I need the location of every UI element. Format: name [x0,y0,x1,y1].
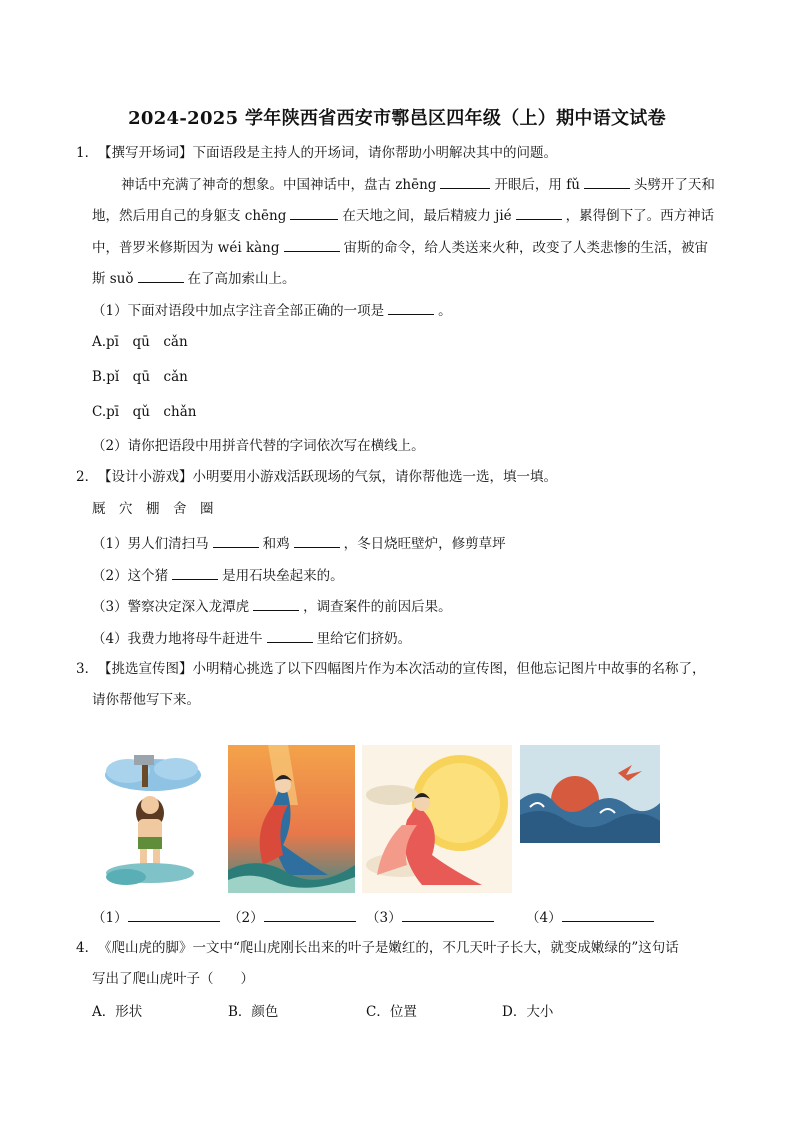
pangu-illustration-icon [98,753,203,888]
q4-option-a[interactable]: A．形状 [92,1004,143,1020]
q1-passage-line-3 [92,237,708,258]
q1-number: 1． [76,145,99,161]
answer-blank[interactable] [584,174,630,189]
q1-passage-line-2 [92,205,714,226]
q3-answer-3 [366,906,498,926]
answer-label: （4） [526,910,562,926]
answer-blank[interactable] [253,596,299,611]
answer-blank[interactable] [138,268,184,283]
answer-blank[interactable] [128,907,220,922]
answer-blank[interactable] [294,533,340,548]
q4-head-text: 《爬山虎的脚》一文中“爬山虎刚长出来的叶子是嫩红的，不几天叶子长大，就变成嫩绿的”这句话 [98,940,679,956]
sub-question-text: ，冬日烧旺壁炉，修剪草坪 [343,536,506,552]
picture-bird-sea [520,745,660,843]
passage-text: 头劈开了天和 [633,177,715,193]
q1-passage-line-1 [121,174,715,195]
q3-answer-1 [92,906,224,926]
q1-option-b[interactable]: B.pǐ qū cǎn [92,369,188,385]
bird-sea-illustration-icon [520,745,660,843]
answer-blank[interactable] [516,205,562,220]
q1-option-a[interactable]: A.pī qū cǎn [92,334,188,350]
q3-number: 3． [76,661,99,677]
answer-blank[interactable] [402,907,494,922]
answer-blank[interactable] [284,237,340,252]
q2-sub-2 [92,565,344,586]
passage-text: ，累得倒下了。西方神话 [565,208,715,224]
q3-heading-cont: 请你帮他写下来。 [92,692,200,708]
moon-lady-illustration-icon [362,745,512,893]
q3-answer-4 [526,906,658,926]
q2-word-bank: 厩 穴 棚 舍 圈 [92,501,214,517]
answer-blank[interactable] [172,565,218,580]
q1-option-c[interactable]: C.pī qǔ chǎn [92,404,197,420]
answer-label: （2） [228,910,264,926]
q2-sub-1 [92,533,506,554]
q4-option-d[interactable]: D．大小 [502,1004,554,1020]
sub-question-text: ，调查案件的前因后果。 [303,599,452,615]
q3-picture-row [90,745,710,895]
passage-text: 在天地之间，最后精疲力 jié [342,208,512,224]
passage-text: 地，然后用自己的身躯支 chēng [92,208,287,224]
passage-text: 斯 suǒ [92,271,134,287]
passage-text: 在了高加索山上。 [187,271,296,287]
picture-moon-lady [362,745,512,893]
q3-heading [76,659,706,679]
sub-question-text: 是用石块垒起来的。 [222,568,344,584]
answer-blank[interactable] [388,300,434,315]
answer-label: （3） [366,910,402,926]
q2-head-text: 【设计小游戏】小明要用小游戏活跃现场的气氛，请你帮他选一选，填一填。 [98,469,557,485]
q1-heading [76,143,557,163]
q4-number: 4． [76,940,99,956]
sub-question-text: 里给它们挤奶。 [316,631,412,647]
q1-head-text: 【撰写开场词】下面语段是主持人的开场词，请你帮助小明解决其中的问题。 [98,145,557,161]
q2-number: 2． [76,469,99,485]
passage-text: 中，普罗米修斯因为 wéi kàng [92,240,280,256]
q2-sub-4 [92,628,411,649]
q1-sub-2: （2）请你把语段中用拼音代替的字词依次写在横线上。 [92,438,425,454]
answer-blank[interactable] [213,533,259,548]
q4-heading-cont: 写出了爬山虎叶子（ ） [92,971,254,987]
page-title: 2024-2025 学年陕西省西安市鄠邑区四年级（上）期中语文试卷 [128,108,666,129]
sub-question-text: （4）我费力地将母牛赶进牛 [92,631,263,647]
q1-sub-1 [92,300,452,321]
sub-question-text: 和鸡 [262,536,290,552]
q4-heading [76,938,679,958]
answer-blank[interactable] [290,205,338,220]
sub-question-text: 。 [438,303,452,319]
sub-question-text: （1）男人们清扫马 [92,536,209,552]
picture-goddess-sunset [228,745,355,893]
answer-label: （1） [92,910,128,926]
q2-heading [76,467,557,487]
answer-blank[interactable] [264,907,356,922]
goddess-illustration-icon [228,745,355,893]
q1-passage-line-4 [92,268,296,289]
sub-question-text: （3）警察决定深入龙潭虎 [92,599,250,615]
passage-text: 神话中充满了神奇的想象。中国神话中，盘古 zhēng [121,177,437,193]
answer-blank[interactable] [267,628,313,643]
passage-text: 宙斯的命令，给人类送来火种，改变了人类悲惨的生活，被宙 [343,240,709,256]
passage-text: 开眼后，用 fǔ [494,177,580,193]
q3-answer-2 [228,906,360,926]
picture-pangu [98,753,203,888]
q2-sub-3 [92,596,452,617]
q4-option-c[interactable]: C．位置 [366,1004,417,1020]
q4-option-b[interactable]: B．颜色 [228,1004,279,1020]
answer-blank[interactable] [440,174,490,189]
sub-question-text: （1）下面对语段中加点字注音全部正确的一项是 [92,303,385,319]
q3-head-text: 【挑选宣传图】小明精心挑选了以下四幅图片作为本次活动的宣传图，但他忘记图片中故事的名称了， [98,661,706,677]
sub-question-text: （2）这个猪 [92,568,169,584]
answer-blank[interactable] [562,907,654,922]
